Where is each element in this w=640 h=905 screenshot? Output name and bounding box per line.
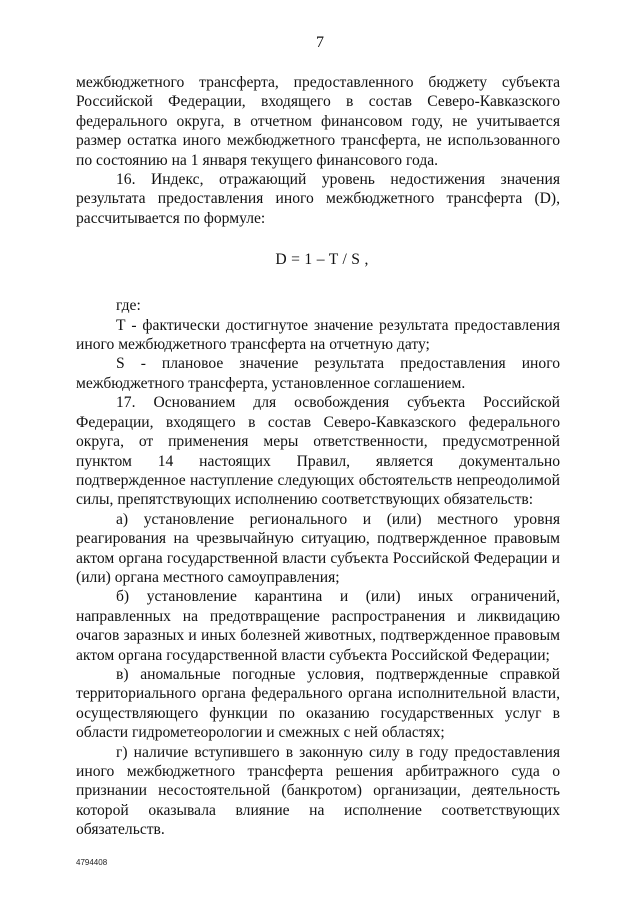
page-number: 7 xyxy=(316,34,324,51)
paragraph-17: 17. Основанием для освобождения субъекта Российской Федерации, входящего в состав Северо-Кавказского федерального округа, от применения меры ответственности, предусмотренной пунктом 14 настоящих Правил, является документально подтвержденное наступление следующих обстоятельств непреодолимой силы, препятствующих исполнению соответствующих обязательств: xyxy=(76,394,560,509)
document-body xyxy=(76,73,560,840)
formula: D = 1 – T / S , xyxy=(275,251,369,269)
list-item-a: а) установление регионального и (или) местного уровня реагирования на чрезвычайную ситуацию, подтвержденное правовым актом органа государственной власти субъекта Российской Федерации и (или) органа местного самоуправления; xyxy=(76,510,560,586)
where-label: где: xyxy=(116,297,141,315)
paragraph-16: 16. Индекс, отражающий уровень недостижения значения результата предоставления иного межбюджетного трансферта (D), рассчитывается по формуле: xyxy=(76,171,560,227)
document-code: 4794408 xyxy=(76,858,108,867)
list-item-g: г) наличие вступившего в законную силу в году предоставления иного межбюджетного трансферта решения арбитражного суда о признании несостоятельной (банкротом) организации, деятельность которой оказывала влияние на исполнение соответствующих обязательств. xyxy=(76,743,560,839)
definition-s: S - плановое значение результата предоставления иного межбюджетного трансферта, установленное соглашением. xyxy=(76,355,560,392)
list-item-b: б) установление карантина и (или) иных ограничений, направленных на предотвращение распространения и ликвидацию очагов заразных и иных болезней животных, подтвержденное правовым актом органа государственной власти субъекта Российской Федерации; xyxy=(76,588,560,664)
definition-t: Т - фактически достигнутое значение результата предоставления иного межбюджетного трансферта на отчетную дату; xyxy=(76,316,560,354)
paragraph-continuation: межбюджетного трансферта, предоставленного бюджету субъекта Российской Федерации, входящего в состав Северо-Кавказского федерального округа, в отчетном финансовом году, не учитывается размер остатка иного межбюджетного трансферта, не использованного по состоянию на 1 января текущего финансового года. xyxy=(76,74,560,169)
list-item-v: в) аномальные погодные условия, подтвержденные справкой территориального органа федерального органа исполнительной власти, осуществляющего функции по оказанию государственных услуг в области гидрометеорологии и смежных с ней областях; xyxy=(76,665,560,742)
